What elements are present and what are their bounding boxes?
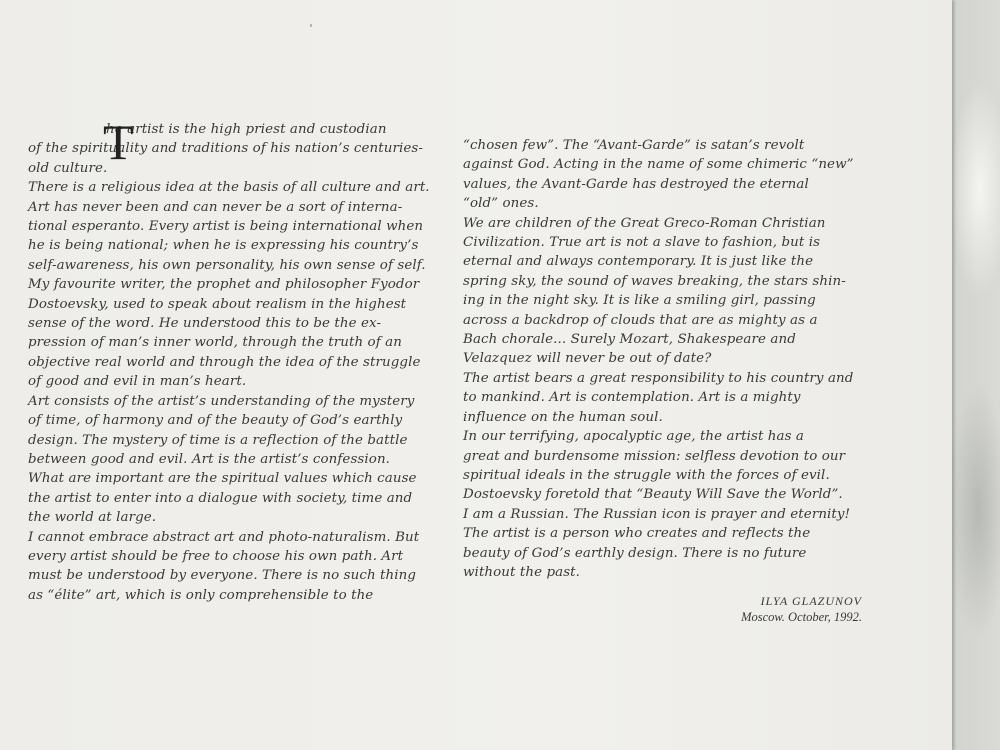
text-line: spiritual ideals in the struggle with the forces of evil.	[463, 467, 830, 483]
text-line: the world at large.	[28, 510, 157, 526]
background-highlight	[950, 80, 1000, 300]
text-line: “chosen few”. The “Avant-Garde” is satan’s revolt	[463, 138, 805, 153]
text-line: Civilization. True art is not a slave to fashion, but is	[463, 235, 821, 251]
text-line: Dostoevsky foretold that “Beauty Will Save the World”.	[463, 487, 843, 503]
dropcap-letter: T	[103, 114, 134, 170]
text-line: of time, of harmony and of the beauty of God’s earthly	[28, 413, 403, 429]
text-line: spring sky, the sound of waves breaking, the stars shin-	[463, 273, 846, 289]
text-line: of good and evil in man’s heart.	[28, 374, 247, 390]
text-line: old culture.	[28, 160, 108, 176]
text-line: What are important are the spiritual values which cause	[28, 471, 417, 487]
text-line: In our terrifying, apocalyptic age, the artist has a	[463, 429, 805, 445]
text-line: between good and evil. Art is the artist’s confession.	[28, 451, 391, 467]
text-line: against God. Acting in the name of some chimeric “new”	[463, 157, 854, 173]
place-and-date: Moscow. October, 1992.	[741, 610, 862, 624]
text-line: Dostoevsky, used to speak about realism in the highest	[28, 296, 407, 312]
author-signature: ILYA GLAZUNOV	[760, 594, 862, 608]
text-line: to mankind. Art is contemplation. Art is a mighty	[463, 390, 801, 406]
paper-fleck	[310, 24, 312, 27]
text-line: tional esperanto. Every artist is being international when	[28, 219, 424, 235]
text-line: Art has never been and can never be a sort of interna-	[28, 199, 403, 215]
text-line: We are children of the Great Greco-Roman Christian	[463, 215, 826, 231]
text-line: he is being national; when he is expressing his country’s	[28, 238, 419, 254]
text-line: The artist bears a great responsibility to his country and	[463, 370, 854, 386]
text-line: influence on the human soul.	[463, 409, 663, 425]
text-line: beauty of God’s earthly design. There is no future	[463, 545, 807, 561]
text-line: Art consists of the artist’s understanding of the mystery	[28, 393, 415, 409]
text-line: without the past.	[463, 564, 581, 580]
text-line: There is a religious idea at the basis of all culture and art.	[28, 180, 430, 196]
text-line: he artist is the high priest and custodian	[106, 122, 387, 137]
right-column-text	[463, 136, 868, 582]
left-column	[28, 114, 438, 605]
text-line: self-awareness, his own personality, his own sense of self.	[28, 257, 426, 273]
text-line: My favourite writer, the prophet and philosopher Fyodor	[28, 277, 420, 293]
text-line: objective real world and through the idea of the struggle	[28, 354, 421, 370]
text-line: of the spirituality and traditions of his nation’s centuries-	[28, 141, 423, 157]
text-line: must be understood by everyone. There is no such thing	[28, 568, 417, 584]
text-line: design. The mystery of time is a reflection of the battle	[28, 432, 408, 448]
text-line: the artist to enter into a dialogue with society, time and	[28, 490, 413, 506]
text-line: values, the Avant-Garde has destroyed the eternal	[463, 176, 809, 192]
text-line: Velazquez will never be out of date?	[463, 351, 712, 367]
text-line: great and burdensome mission: selfless devotion to our	[463, 448, 846, 464]
text-line: across a backdrop of clouds that are as mighty as a	[463, 312, 818, 328]
text-line: I cannot embrace abstract art and photo-naturalism. But	[28, 529, 420, 545]
text-line: every artist should be free to choose his own path. Art	[28, 548, 404, 564]
text-line: “old” ones.	[463, 196, 539, 212]
text-line: I am a Russian. The Russian icon is prayer and eternity!	[463, 506, 851, 522]
background-shadow	[948, 380, 1000, 640]
text-line: as “élite” art, which is only comprehensible to the	[28, 587, 374, 603]
text-line: sense of the word. He understood this to be the ex-	[28, 316, 382, 332]
text-line: pression of man’s inner world, through the truth of an	[28, 335, 402, 351]
text-line: eternal and always contemporary. It is just like the	[463, 254, 814, 270]
text-line: The artist is a person who creates and reflects the	[463, 526, 811, 542]
left-column-text	[28, 114, 438, 605]
text-line: ing in the night sky. It is like a smiling girl, passing	[463, 293, 816, 309]
right-column	[463, 136, 868, 582]
text-line: Bach chorale... Surely Mozart, Shakespeare and	[463, 332, 796, 348]
